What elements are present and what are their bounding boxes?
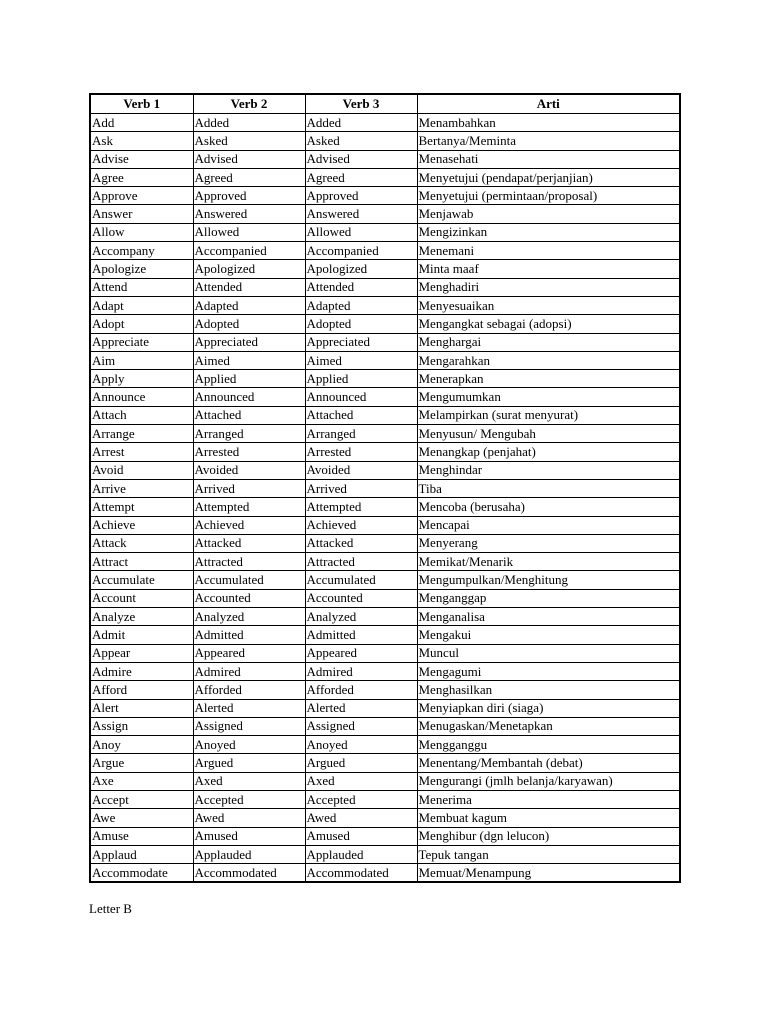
- verb3-cell: Admitted: [305, 626, 417, 644]
- arti-cell: Tepuk tangan: [417, 845, 680, 863]
- verb3-cell: Applied: [305, 370, 417, 388]
- verb1-cell: Answer: [90, 205, 193, 223]
- verb1-cell: Attract: [90, 553, 193, 571]
- verb2-cell: Applauded: [193, 845, 305, 863]
- verb2-cell: Admitted: [193, 626, 305, 644]
- arti-cell: Mengakui: [417, 626, 680, 644]
- verb2-cell: Avoided: [193, 461, 305, 479]
- verb3-cell: Arrived: [305, 479, 417, 497]
- table-row: [90, 388, 680, 406]
- verb1-cell: Amuse: [90, 827, 193, 845]
- verb1-cell: Accumulate: [90, 571, 193, 589]
- table-row: [90, 681, 680, 699]
- verb2-cell: Alerted: [193, 699, 305, 717]
- verb2-cell: Appeared: [193, 644, 305, 662]
- arti-cell: Memuat/Menampung: [417, 864, 680, 883]
- arti-cell: Menganalisa: [417, 608, 680, 626]
- verb2-cell: Arranged: [193, 425, 305, 443]
- arti-cell: Melampirkan (surat menyurat): [417, 406, 680, 424]
- table-row: [90, 315, 680, 333]
- verb1-cell: Attend: [90, 278, 193, 296]
- header-verb3: Verb 3: [305, 94, 417, 114]
- verb2-cell: Apologized: [193, 260, 305, 278]
- verb1-cell: Appear: [90, 644, 193, 662]
- arti-cell: Menemani: [417, 242, 680, 260]
- arti-cell: Menangkap (penjahat): [417, 443, 680, 461]
- arti-cell: Mencapai: [417, 516, 680, 534]
- arti-cell: Menyiapkan diri (siaga): [417, 699, 680, 717]
- verb2-cell: Aimed: [193, 351, 305, 369]
- verb2-cell: Agreed: [193, 168, 305, 186]
- verb2-cell: Attached: [193, 406, 305, 424]
- table-row: [90, 461, 680, 479]
- table-row: [90, 864, 680, 883]
- table-row: [90, 827, 680, 845]
- verb2-cell: Announced: [193, 388, 305, 406]
- verb1-cell: Approve: [90, 187, 193, 205]
- verb2-cell: Advised: [193, 150, 305, 168]
- verb2-cell: Added: [193, 114, 305, 132]
- verb2-cell: Afforded: [193, 681, 305, 699]
- verb3-cell: Admired: [305, 662, 417, 680]
- verb2-cell: Attended: [193, 278, 305, 296]
- verb1-cell: Account: [90, 589, 193, 607]
- table-row: [90, 260, 680, 278]
- verb3-cell: Amused: [305, 827, 417, 845]
- verb1-cell: Arrive: [90, 479, 193, 497]
- verb1-cell: Admit: [90, 626, 193, 644]
- verb2-cell: Answered: [193, 205, 305, 223]
- table-row: [90, 114, 680, 132]
- arti-cell: Menerapkan: [417, 370, 680, 388]
- verb3-cell: Allowed: [305, 223, 417, 241]
- arti-cell: Menyesuaikan: [417, 296, 680, 314]
- verb3-cell: Appeared: [305, 644, 417, 662]
- verb1-cell: Arrest: [90, 443, 193, 461]
- arti-cell: Menerima: [417, 790, 680, 808]
- table-row: [90, 296, 680, 314]
- table-row: [90, 205, 680, 223]
- verb2-cell: Asked: [193, 132, 305, 150]
- verb2-cell: Approved: [193, 187, 305, 205]
- verb3-cell: Afforded: [305, 681, 417, 699]
- table-body: [90, 114, 680, 883]
- arti-cell: Mengumpulkan/Menghitung: [417, 571, 680, 589]
- verb1-cell: Accept: [90, 790, 193, 808]
- arti-cell: Menugaskan/Menetapkan: [417, 717, 680, 735]
- table-row: [90, 516, 680, 534]
- verb1-cell: Alert: [90, 699, 193, 717]
- verb1-cell: Adopt: [90, 315, 193, 333]
- verb3-cell: Assigned: [305, 717, 417, 735]
- arti-cell: Mengarahkan: [417, 351, 680, 369]
- verb3-cell: Anoyed: [305, 736, 417, 754]
- verb3-cell: Accumulated: [305, 571, 417, 589]
- verb3-cell: Attached: [305, 406, 417, 424]
- verb1-cell: Arrange: [90, 425, 193, 443]
- verb1-cell: Aim: [90, 351, 193, 369]
- table-row: [90, 662, 680, 680]
- table-row: [90, 443, 680, 461]
- verb3-cell: Advised: [305, 150, 417, 168]
- verb2-cell: Anoyed: [193, 736, 305, 754]
- verb3-cell: Added: [305, 114, 417, 132]
- verb1-cell: Appreciate: [90, 333, 193, 351]
- verb3-cell: Attended: [305, 278, 417, 296]
- verb1-cell: Axe: [90, 772, 193, 790]
- table-row: [90, 479, 680, 497]
- verb2-cell: Achieved: [193, 516, 305, 534]
- verb3-cell: Asked: [305, 132, 417, 150]
- verb1-cell: Analyze: [90, 608, 193, 626]
- verb2-cell: Applied: [193, 370, 305, 388]
- verb1-cell: Advise: [90, 150, 193, 168]
- verb1-cell: Allow: [90, 223, 193, 241]
- verb1-cell: Achieve: [90, 516, 193, 534]
- arti-cell: Mengagumi: [417, 662, 680, 680]
- verb3-cell: Agreed: [305, 168, 417, 186]
- footer-text: Letter B: [89, 901, 132, 916]
- arti-cell: Minta maaf: [417, 260, 680, 278]
- verb1-cell: Afford: [90, 681, 193, 699]
- table-header: [90, 94, 680, 114]
- verb2-cell: Allowed: [193, 223, 305, 241]
- verb3-cell: Analyzed: [305, 608, 417, 626]
- verb2-cell: Appreciated: [193, 333, 305, 351]
- header-arti: Arti: [417, 94, 680, 114]
- verb2-cell: Arrived: [193, 479, 305, 497]
- arti-cell: Menghindar: [417, 461, 680, 479]
- verb2-cell: Adopted: [193, 315, 305, 333]
- verb1-cell: Add: [90, 114, 193, 132]
- verb3-cell: Avoided: [305, 461, 417, 479]
- verb2-cell: Accepted: [193, 790, 305, 808]
- verb3-cell: Arranged: [305, 425, 417, 443]
- arti-cell: Menyetujui (pendapat/perjanjian): [417, 168, 680, 186]
- table-row: [90, 589, 680, 607]
- verb1-cell: Ask: [90, 132, 193, 150]
- verb2-cell: Awed: [193, 809, 305, 827]
- table-row: [90, 736, 680, 754]
- arti-cell: Menganggap: [417, 589, 680, 607]
- table-row: [90, 699, 680, 717]
- verb3-cell: Achieved: [305, 516, 417, 534]
- table-row: [90, 845, 680, 863]
- table-row: [90, 406, 680, 424]
- arti-cell: Menambahkan: [417, 114, 680, 132]
- table-row: [90, 242, 680, 260]
- verb3-cell: Accommodated: [305, 864, 417, 883]
- verb1-cell: Admire: [90, 662, 193, 680]
- header-verb1: Verb 1: [90, 94, 193, 114]
- table-row: [90, 425, 680, 443]
- verb1-cell: Accompany: [90, 242, 193, 260]
- verb1-cell: Anoy: [90, 736, 193, 754]
- verb3-cell: Answered: [305, 205, 417, 223]
- verb3-cell: Attacked: [305, 534, 417, 552]
- verb1-cell: Apply: [90, 370, 193, 388]
- verb3-cell: Attempted: [305, 498, 417, 516]
- verb2-cell: Attempted: [193, 498, 305, 516]
- arti-cell: Mengizinkan: [417, 223, 680, 241]
- verb2-cell: Admired: [193, 662, 305, 680]
- verb2-cell: Attacked: [193, 534, 305, 552]
- verb3-cell: Axed: [305, 772, 417, 790]
- verb1-cell: Attack: [90, 534, 193, 552]
- table-row: [90, 278, 680, 296]
- verb2-cell: Accounted: [193, 589, 305, 607]
- verb1-cell: Agree: [90, 168, 193, 186]
- verb1-cell: Avoid: [90, 461, 193, 479]
- arti-cell: Mencoba (berusaha): [417, 498, 680, 516]
- table-row: [90, 809, 680, 827]
- arti-cell: Tiba: [417, 479, 680, 497]
- table-row: [90, 608, 680, 626]
- table-row: [90, 717, 680, 735]
- verb3-cell: Alerted: [305, 699, 417, 717]
- arti-cell: Bertanya/Meminta: [417, 132, 680, 150]
- verb1-cell: Applaud: [90, 845, 193, 863]
- verb2-cell: Arrested: [193, 443, 305, 461]
- verb3-cell: Adapted: [305, 296, 417, 314]
- verb3-cell: Attracted: [305, 553, 417, 571]
- arti-cell: Mengganggu: [417, 736, 680, 754]
- table-row: [90, 168, 680, 186]
- verb3-cell: Announced: [305, 388, 417, 406]
- verb1-cell: Accommodate: [90, 864, 193, 883]
- table-row: [90, 150, 680, 168]
- table-row: [90, 754, 680, 772]
- verb2-cell: Accommodated: [193, 864, 305, 883]
- table-row: [90, 351, 680, 369]
- verb1-cell: Assign: [90, 717, 193, 735]
- verb3-cell: Arrested: [305, 443, 417, 461]
- arti-cell: Menghadiri: [417, 278, 680, 296]
- table-row: [90, 626, 680, 644]
- table-row: [90, 223, 680, 241]
- arti-cell: Mengumumkan: [417, 388, 680, 406]
- verb1-cell: Attempt: [90, 498, 193, 516]
- verb1-cell: Awe: [90, 809, 193, 827]
- arti-cell: Menyusun/ Mengubah: [417, 425, 680, 443]
- verb2-cell: Argued: [193, 754, 305, 772]
- verb3-cell: Adopted: [305, 315, 417, 333]
- table-row: [90, 132, 680, 150]
- table-row: [90, 790, 680, 808]
- verb1-cell: Apologize: [90, 260, 193, 278]
- verb-table: [89, 93, 681, 883]
- arti-cell: Menentang/Membantah (debat): [417, 754, 680, 772]
- verb1-cell: Attach: [90, 406, 193, 424]
- table-row: [90, 333, 680, 351]
- verb3-cell: Apologized: [305, 260, 417, 278]
- arti-cell: Menjawab: [417, 205, 680, 223]
- arti-cell: Memikat/Menarik: [417, 553, 680, 571]
- arti-cell: Menghasilkan: [417, 681, 680, 699]
- verb3-cell: Approved: [305, 187, 417, 205]
- verb3-cell: Appreciated: [305, 333, 417, 351]
- verb2-cell: Accumulated: [193, 571, 305, 589]
- verb1-cell: Adapt: [90, 296, 193, 314]
- verb3-cell: Awed: [305, 809, 417, 827]
- table-row: [90, 571, 680, 589]
- table-row: [90, 370, 680, 388]
- arti-cell: Muncul: [417, 644, 680, 662]
- verb2-cell: Analyzed: [193, 608, 305, 626]
- verb1-cell: Argue: [90, 754, 193, 772]
- verb3-cell: Accompanied: [305, 242, 417, 260]
- verb2-cell: Assigned: [193, 717, 305, 735]
- verb2-cell: Accompanied: [193, 242, 305, 260]
- verb3-cell: Argued: [305, 754, 417, 772]
- arti-cell: Menghibur (dgn lelucon): [417, 827, 680, 845]
- arti-cell: Menghargai: [417, 333, 680, 351]
- arti-cell: Menyerang: [417, 534, 680, 552]
- arti-cell: Membuat kagum: [417, 809, 680, 827]
- verb2-cell: Adapted: [193, 296, 305, 314]
- table-row: [90, 644, 680, 662]
- verb3-cell: Accounted: [305, 589, 417, 607]
- table-row: [90, 534, 680, 552]
- header-verb2: Verb 2: [193, 94, 305, 114]
- verb1-cell: Announce: [90, 388, 193, 406]
- arti-cell: Menasehati: [417, 150, 680, 168]
- table-row: [90, 772, 680, 790]
- arti-cell: Mengangkat sebagai (adopsi): [417, 315, 680, 333]
- table-row: [90, 187, 680, 205]
- verb2-cell: Attracted: [193, 553, 305, 571]
- arti-cell: Mengurangi (jmlh belanja/karyawan): [417, 772, 680, 790]
- table-row: [90, 498, 680, 516]
- verb3-cell: Aimed: [305, 351, 417, 369]
- table-row: [90, 553, 680, 571]
- verb2-cell: Amused: [193, 827, 305, 845]
- arti-cell: Menyetujui (permintaan/proposal): [417, 187, 680, 205]
- verb3-cell: Applauded: [305, 845, 417, 863]
- header-row: [90, 94, 680, 114]
- verb3-cell: Accepted: [305, 790, 417, 808]
- verb2-cell: Axed: [193, 772, 305, 790]
